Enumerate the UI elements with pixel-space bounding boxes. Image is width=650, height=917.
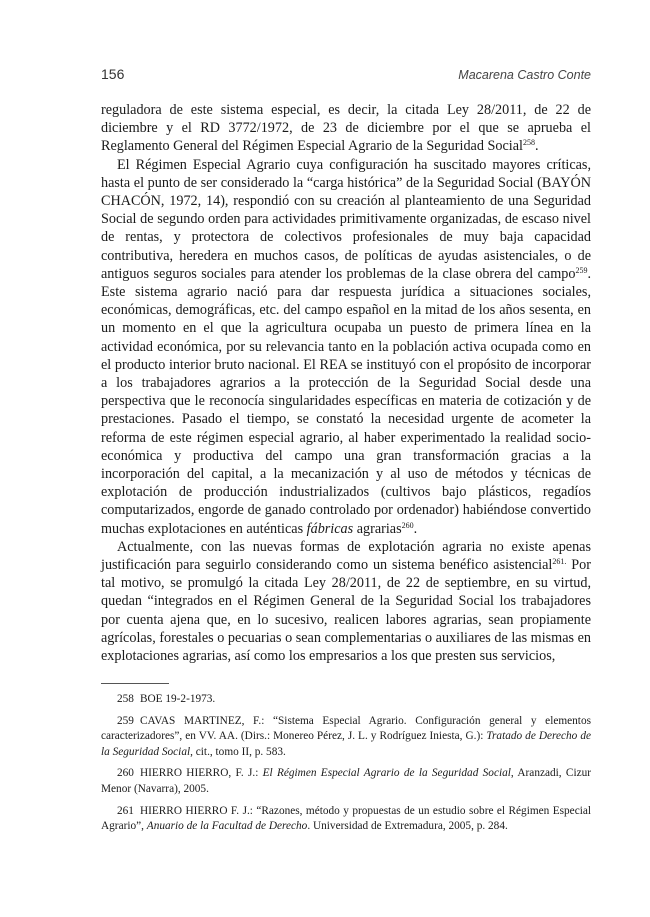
paragraph-3-text: Actualmente, con las nuevas formas de explotación agraria no existe apenas justificación para seguirlo considerando como un sistema benéfico asistencial	[101, 538, 591, 574]
header-author: Macarena Castro Conte	[458, 68, 591, 82]
paragraph-2-end: .	[413, 520, 418, 537]
paragraph-1	[101, 101, 591, 156]
footnote-text-end: , Aranzadi, Cizur Menor (Navarra), 2005.	[101, 767, 592, 795]
paragraph-2-text-cont: . Este sistema agrario nació para dar respuesta jurídica a situaciones sociales, económicas, demográficas, etc. del campo español en la mitad de los años sesenta, en un momento en el que la agricultura ocupaba un puesto de primera línea en la actividad económica, por su relevancia tanto en la población activa ocupada como en el producto interior bruto nacional. El REA se instituyó con el propósito de incorporar a los trabajadores agrarios a la protección de la Seguridad Social desde una perspectiva que le reconocía singularidades específicas en materia de cotización y de prestaciones. Pasado el tiempo, se constató la necesidad urgente de acometer la reforma de este régimen especial agrario, al haber experimentado la realidad socio-económica y productiva del campo una gran transformación gracias a la incorporación del capital, a la mecanización y al uso de métodos y técnicas de explotación de producción industrializados (cultivos bajo plásticos, regadíos computarizados, engorde de ganado controlado por ordenador) habiéndose convertido muchas explotaciones en auténticas	[101, 265, 591, 537]
footnote-ref-259[interactable]: 259	[575, 265, 588, 275]
footnote-258	[101, 692, 591, 708]
paragraph-3-text-cont: Por tal motivo, se promulgó la citada Ley 28/2011, de 22 de septiembre, en su virtud, quedan “integrados en el Régimen General de la Seguridad Social los trabajadores por cuenta ajena que, en lo sucesivo, realicen labores agrarias, sean propiamente agrícolas, forestales o pecuarias o sean complementarias o auxiliares de las mismas en explotaciones agrarias, así como los empresarios a los que presten sus servicios,	[101, 557, 591, 665]
footnote-number: 259	[117, 714, 134, 727]
body-text	[101, 101, 591, 665]
footnote-title: Tratado de Derecho de la Seguridad Social	[101, 730, 591, 758]
footnotes	[101, 692, 591, 841]
paragraph-1-end: .	[534, 138, 539, 155]
footnote-260	[101, 766, 591, 797]
footnote-text: CAVAS MARTINEZ, F.: “Sistema Especial Agrario. Configuración general y elementos caracterizadores”, en VV. AA. (Dirs.: Monereo Pérez, J. L. y Rodríguez Iniesta, G.):	[101, 714, 591, 743]
paragraph-1-text: reguladora de este sistema especial, es decir, la citada Ley 28/2011, de 22 de diciembre y el RD 3772/1972, de 23 de diciembre por el que se aprueba el Reglamento General del Régimen Especial Agrario de la Seguridad Social	[101, 102, 591, 155]
footnote-divider	[101, 683, 169, 684]
paragraph-2-text-agrarias: agrarias	[353, 520, 402, 537]
footnote-259	[101, 714, 591, 761]
paragraph-3	[101, 538, 591, 665]
footnote-title: El Régimen Especial Agrario de la Seguridad Social	[262, 767, 511, 780]
footnote-number: 260	[117, 767, 134, 780]
footnote-ref-258[interactable]: 258	[522, 138, 535, 148]
footnote-261	[101, 804, 591, 835]
footnote-ref-261[interactable]: 261.	[552, 557, 567, 567]
footnote-number: 261	[117, 804, 134, 817]
paragraph-2	[101, 156, 591, 538]
footnote-text: BOE 19-2-1973.	[139, 693, 216, 705]
paragraph-2-text: El Régimen Especial Agrario cuya configuración ha suscitado mayores críticas, hasta el punto de ser considerado la “carga histórica” de la Seguridad Social (BAYÓN CHACÓN, 1972, 14), respondió con su creación al planteamiento de una Seguridad Social de segundo orden para actividades primitivamente organizadas, de escaso nivel de rentas, y protectora de colectivos profesionales de muy baja capacidad contributiva, heredera en muchos casos, de políticas de ayudas asistenciales, o de antiguos seguros sociales para atender los problemas de la clase obrera del campo	[101, 156, 591, 282]
page	[101, 60, 591, 665]
page-number: 156	[101, 66, 125, 82]
footnote-text-end: . Universidad de Extremadura, 2005, p. 284.	[307, 820, 508, 833]
footnote-text: HIERRO HIERRO F. J.: “Razones, método y propuestas de un estudio sobre el Régimen Especial Agrario”,	[101, 804, 591, 833]
emphasis-fabricas: fábricas	[306, 520, 354, 537]
running-head	[101, 60, 591, 84]
footnote-ref-260[interactable]: 260	[401, 520, 414, 530]
footnote-text: HIERRO HIERRO, F. J.:	[139, 767, 263, 780]
footnote-title: Anuario de la Facultad de Derecho	[146, 820, 308, 833]
footnote-text-end: , cit., tomo II, p. 583.	[190, 745, 286, 758]
footnote-number: 258	[117, 693, 134, 705]
